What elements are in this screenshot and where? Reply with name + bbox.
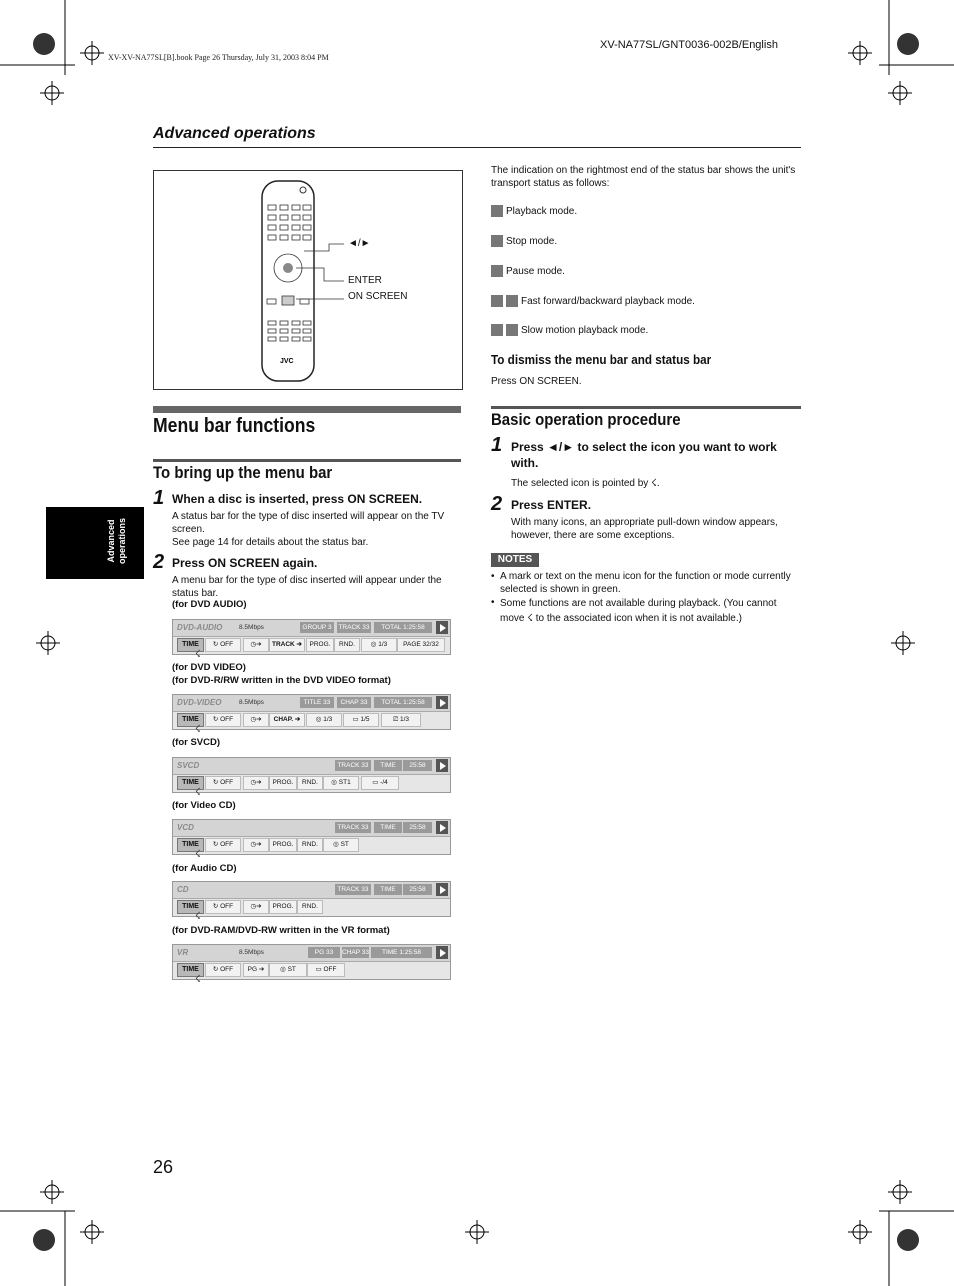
slow-reverse-icon (491, 324, 503, 336)
status-field: PG 33 (308, 947, 340, 958)
pointer-icon: ☇ (195, 911, 201, 922)
pointer-icon: ☇ (195, 849, 201, 860)
step-body: A status bar for the type of disc inserted will appear on the TV screen. See page 14 for details about the status bar. (172, 511, 445, 548)
status-field: TIME (374, 884, 402, 895)
play-status-icon (436, 696, 448, 709)
status-field: TIME 1:25:58 (371, 947, 432, 958)
status-field: TIME (374, 822, 402, 833)
pointer-icon: ☇ (195, 724, 201, 735)
remote-label-onscreen: ON SCREEN (348, 291, 408, 302)
remote-label-enter: ENTER (348, 275, 382, 286)
basic-title: Basic operation procedure (491, 410, 681, 429)
time-button[interactable]: TIME (177, 838, 204, 852)
time-button[interactable]: TIME (177, 776, 204, 790)
status-field: TRACK 33 (338, 624, 370, 631)
status-item-playback: Playback mode. (491, 205, 577, 218)
bar-caption: (for DVD AUDIO) (172, 599, 247, 610)
bar-caption: (for DVD VIDEO) (172, 662, 246, 673)
status-field: TRACK 33 (335, 760, 371, 771)
status-field: 25:58 (403, 822, 432, 833)
pause-icon (491, 265, 503, 277)
status-field: TITLE 33 (300, 697, 334, 708)
menu-bar-vcd (172, 819, 451, 860)
program-button[interactable]: PROG. (269, 776, 297, 790)
audio-button[interactable]: ◎ 1/3 (306, 713, 342, 727)
step-heading: When a disc is inserted, press ON SCREEN. (172, 492, 423, 506)
status-field: TOTAL 1:25:58 (374, 697, 432, 708)
remote-figure (153, 170, 463, 390)
disc-label: VR (177, 948, 189, 957)
time-search-button[interactable]: ◷➔ (243, 838, 269, 852)
status-field: CHAP 33 (337, 697, 371, 708)
random-button[interactable]: RND. (297, 838, 323, 852)
disc-label: CD (177, 885, 189, 894)
notes-label: NOTES (491, 553, 539, 567)
notes-list (491, 570, 801, 626)
page-button[interactable]: PAGE 32/32 (397, 638, 445, 652)
pointer-icon: ☇ (195, 974, 201, 985)
pg-search-button[interactable]: PG ➔ (243, 963, 269, 977)
subtitle-button[interactable]: ▭ 1/5 (343, 713, 379, 727)
menu-bar-subtitle: To bring up the menu bar (153, 463, 333, 482)
disc-label: SVCD (177, 761, 200, 770)
dismiss-body: Press ON SCREEN. (491, 376, 582, 387)
program-button[interactable]: PROG. (269, 900, 297, 914)
menu-bar-vr (172, 944, 451, 985)
time-search-button[interactable]: ◷➔ (243, 776, 269, 790)
time-button[interactable]: TIME (177, 963, 204, 977)
status-field: TOTAL 1:25:58 (374, 622, 432, 633)
status-item-fast: Fast forward/backward playback mode. (491, 295, 695, 308)
pointer-icon: ☇ (195, 787, 201, 798)
disc-label: DVD-AUDIO (177, 623, 223, 632)
chapter-search-button[interactable]: CHAP. ➔ (269, 713, 305, 727)
audio-button[interactable]: ◎ ST (269, 963, 307, 977)
pointer-icon: ☇ (651, 478, 657, 489)
header-rule (153, 147, 801, 148)
dismiss-heading: To dismiss the menu bar and status bar (491, 352, 712, 367)
fast-forward-icon (506, 295, 518, 307)
note-item: • Some functions are not available during playback. (You cannot move ☇ to the associated icon when it is not available.) (491, 597, 777, 624)
status-field: TRACK 33 (335, 884, 371, 895)
time-button[interactable]: TIME (177, 900, 204, 914)
time-button[interactable]: TIME (177, 638, 204, 652)
play-status-icon (436, 759, 448, 772)
repeat-button[interactable]: ↻ OFF (205, 638, 241, 652)
bar-caption: (for DVD-RAM/DVD-RW written in the VR format) (172, 925, 390, 936)
status-field: TIME (374, 760, 402, 771)
repeat-button[interactable]: ↻ OFF (205, 963, 241, 977)
status-intro: The indication on the rightmost end of the status bar shows the unit's transport status as follows: (491, 165, 796, 189)
note-item: • A mark or text on the menu icon for the function or mode currently selected is shown in green. (491, 571, 791, 595)
bitrate: 8.5Mbps (239, 624, 264, 631)
play-status-icon (436, 883, 448, 896)
page-number: 26 (153, 1157, 174, 1177)
menu-bar-heading-bar (153, 406, 461, 413)
status-field: TRACK 33 (335, 822, 371, 833)
rewind-icon (491, 295, 503, 307)
play-status-icon (436, 946, 448, 959)
time-search-button[interactable]: ◷➔ (243, 638, 269, 652)
audio-button[interactable]: ◎ ST (323, 838, 359, 852)
status-field: GROUP 3 (300, 622, 334, 633)
document-code: XV-NA77SL/GNT0036-002B/English (600, 39, 778, 51)
program-button[interactable]: PROG. (269, 838, 297, 852)
step-heading: Press ◄/► to select the icon you want to work with. (511, 440, 777, 470)
bar-caption: (for DVD-R/RW written in the DVD VIDEO format) (172, 675, 391, 686)
angle-button[interactable]: ⎚ 1/3 (381, 713, 421, 727)
bar-caption: (for Video CD) (172, 800, 236, 811)
time-search-button[interactable]: ◷➔ (243, 900, 269, 914)
remote-control-illustration (154, 171, 462, 389)
time-search-button[interactable]: ◷➔ (243, 713, 269, 727)
subtitle-button[interactable]: ▭ OFF (307, 963, 345, 977)
status-field: 25:58 (403, 760, 432, 771)
bitrate: 8.5Mbps (239, 949, 264, 956)
program-button[interactable]: PROG. (306, 638, 334, 652)
menu-bar-dvd-audio (172, 619, 451, 660)
pointer-icon: ☇ (195, 649, 201, 660)
menu-bar-dvd-video (172, 694, 451, 735)
disc-label: DVD-VIDEO (177, 698, 222, 707)
step-body: The selected icon is pointed by ☇. (511, 478, 660, 489)
step-heading: Press ON SCREEN again. (172, 556, 318, 570)
audio-button[interactable]: ◎ 1/3 (361, 638, 397, 652)
bitrate: 8.5Mbps (239, 699, 264, 706)
track-search-button[interactable]: TRACK ➔ (269, 638, 305, 652)
step-heading: Press ENTER. (511, 498, 592, 512)
step-number: 1 (153, 487, 165, 509)
random-button[interactable]: RND. (334, 638, 360, 652)
slow-forward-icon (506, 324, 518, 336)
repeat-button[interactable]: ↻ OFF (205, 900, 241, 914)
file-info: XV-XV-NA77SL[B].book Page 26 Thursday, July 31, 2003 8:04 PM (108, 53, 329, 62)
section-title: Advanced operations (153, 125, 316, 142)
disc-label: VCD (177, 823, 194, 832)
step-number: 1 (491, 434, 503, 456)
menu-bar-svcd (172, 757, 451, 798)
step-body: With many icons, an appropriate pull-down window appears, however, there are some exceptions. (511, 517, 778, 541)
time-button[interactable]: TIME (177, 713, 204, 727)
remote-brand: JVC (280, 358, 294, 365)
subtitle-button[interactable]: ▭ -/4 (361, 776, 399, 790)
step-number: 2 (491, 493, 503, 515)
subtitle-rule (153, 459, 461, 462)
pointer-icon: ☇ (527, 613, 533, 624)
remote-label-arrows: ◄/► (348, 238, 371, 249)
status-field: 25:58 (403, 884, 432, 895)
audio-button[interactable]: ◎ ST1 (323, 776, 359, 790)
menu-bar-title: Menu bar functions (153, 415, 316, 437)
play-status-icon (436, 621, 448, 634)
bar-caption: (for SVCD) (172, 737, 221, 748)
play-icon (491, 205, 503, 217)
step-body: A menu bar for the type of disc inserted will appear under the status bar. (172, 575, 442, 599)
status-item-pause: Pause mode. (491, 265, 565, 278)
status-field: CHAP 33 (342, 949, 369, 956)
play-status-icon (436, 821, 448, 834)
repeat-button[interactable]: ↻ OFF (205, 713, 241, 727)
basic-rule (491, 406, 801, 409)
random-button[interactable]: RND. (297, 776, 323, 790)
side-tab (46, 507, 144, 579)
repeat-button[interactable]: ↻ OFF (205, 776, 241, 790)
step-number: 2 (153, 551, 165, 573)
random-button[interactable]: RND. (297, 900, 323, 914)
menu-bar-audio-cd (172, 881, 451, 922)
side-tab-label: Advanced operations (106, 518, 127, 565)
status-item-slow: Slow motion playback mode. (491, 324, 648, 337)
stop-icon (491, 235, 503, 247)
status-item-stop: Stop mode. (491, 235, 557, 248)
repeat-button[interactable]: ↻ OFF (205, 838, 241, 852)
bar-caption: (for Audio CD) (172, 863, 237, 874)
